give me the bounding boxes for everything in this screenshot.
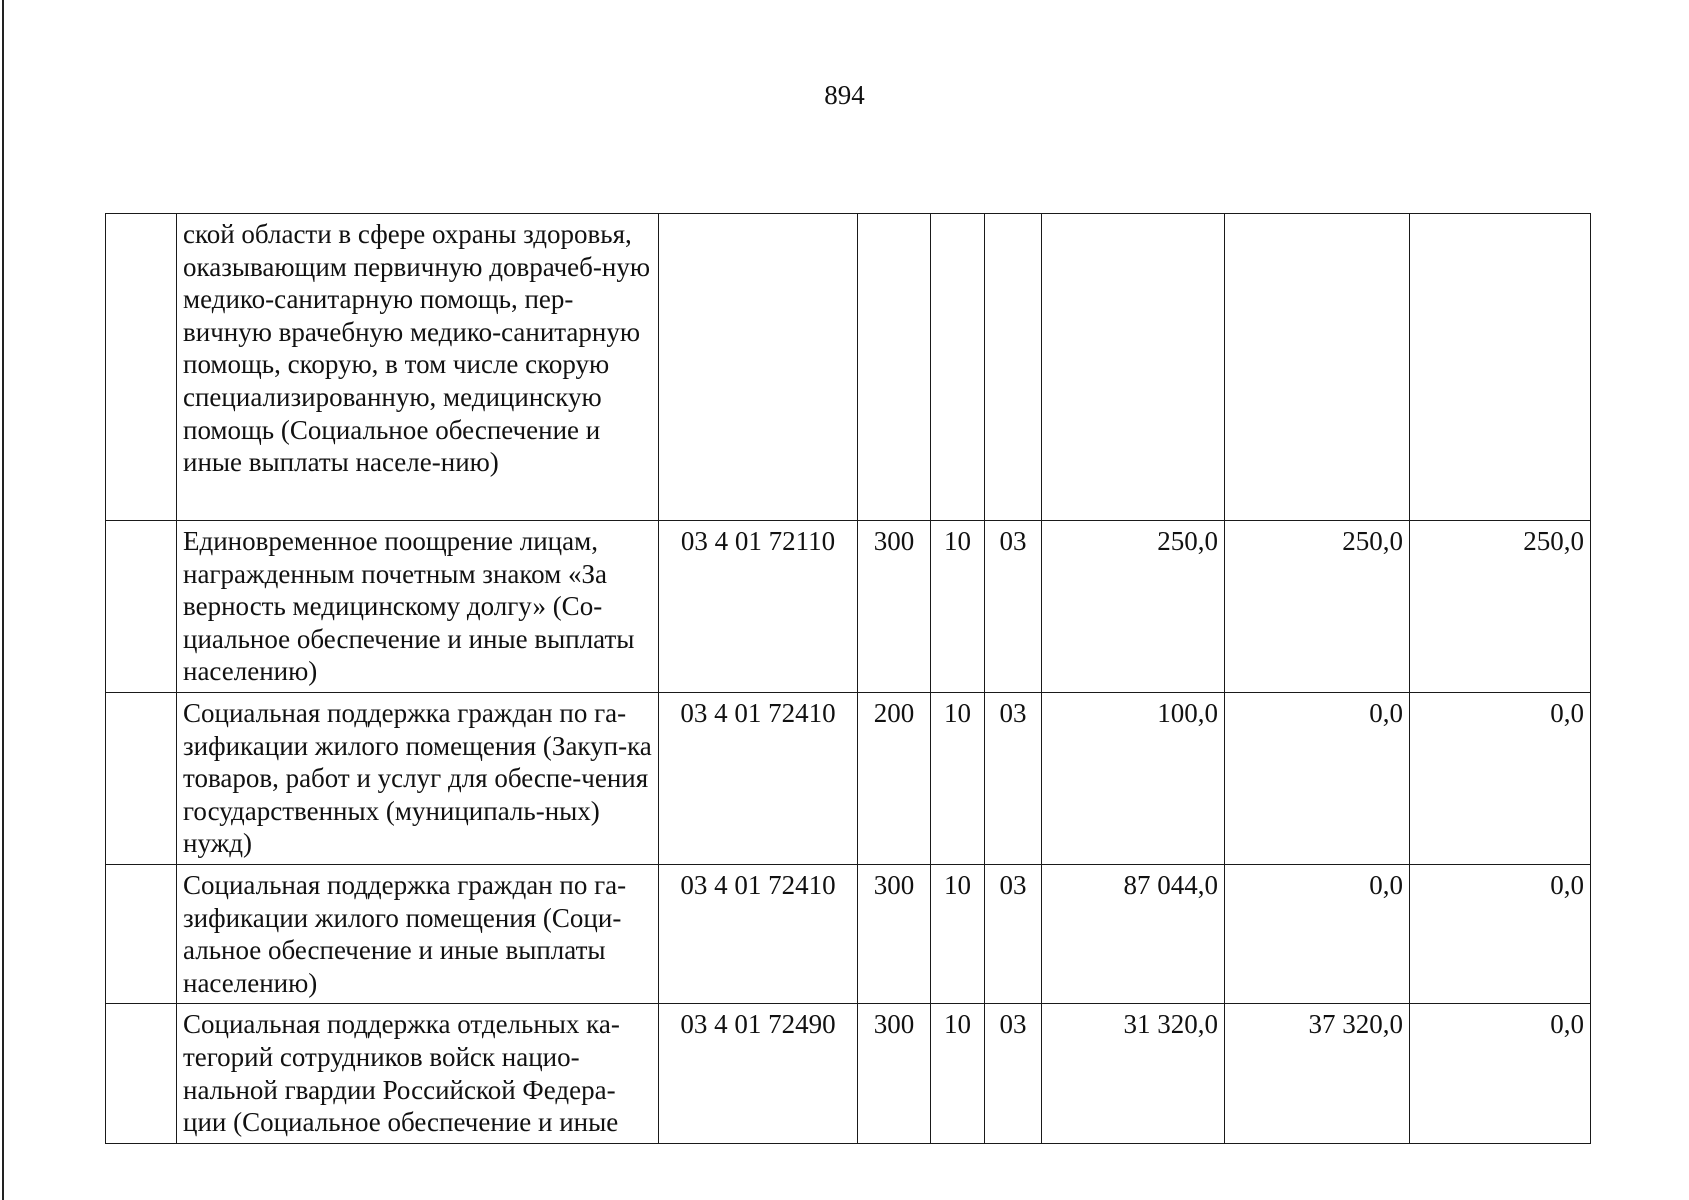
budget-table: [105, 213, 1591, 1144]
row-section-cell: 10: [931, 1004, 985, 1143]
row-name-cell: Единовременное поощрение лицам, награжденным почетным знаком «За верность медицинскому долгу» (Со-циальное обеспечение и иные выплаты населению): [177, 521, 659, 693]
page-number: 894: [824, 80, 865, 110]
row-number-cell: [106, 1004, 177, 1143]
row-amount-year1-cell: 250,0: [1042, 521, 1225, 693]
row-name-cell: Социальная поддержка граждан по га-зификации жилого помещения (Соци-альное обеспечение и иные выплаты населению): [177, 864, 659, 1003]
row-amount-year2-cell: 250,0: [1225, 521, 1410, 693]
row-amount-year1-cell: [1042, 214, 1225, 521]
table-row: [106, 1004, 1591, 1143]
row-amount-year3-cell: 0,0: [1410, 864, 1591, 1003]
table-row: [106, 214, 1591, 521]
row-target-code-cell: 03 4 01 72110: [659, 521, 858, 693]
row-expense-type-cell: 300: [858, 864, 931, 1003]
row-amount-year2-cell: 0,0: [1225, 864, 1410, 1003]
row-subsection-cell: 03: [985, 692, 1042, 864]
row-section-cell: 10: [931, 864, 985, 1003]
row-section-cell: 10: [931, 692, 985, 864]
row-amount-year2-cell: 0,0: [1225, 692, 1410, 864]
row-expense-type-cell: 300: [858, 521, 931, 693]
scan-edge-line: [2, 0, 4, 1200]
row-amount-year1-cell: 87 044,0: [1042, 864, 1225, 1003]
row-amount-year2-cell: [1225, 214, 1410, 521]
row-subsection-cell: 03: [985, 521, 1042, 693]
row-expense-type-cell: 200: [858, 692, 931, 864]
table-row: [106, 864, 1591, 1003]
row-target-code-cell: 03 4 01 72410: [659, 864, 858, 1003]
row-subsection-cell: 03: [985, 864, 1042, 1003]
row-number-cell: [106, 214, 177, 521]
row-name-cell: ской области в сфере охраны здоровья, оказывающим первичную доврачеб-ную медико-санитарную помощь, пер-вичную врачебную медико-санитарную помощь, скорую, в том числе скорую специализированную, медицинскую помощь (Социальное обеспечение и иные выплаты населе-нию): [177, 214, 659, 521]
row-number-cell: [106, 521, 177, 693]
row-amount-year3-cell: 0,0: [1410, 692, 1591, 864]
row-amount-year3-cell: 250,0: [1410, 521, 1591, 693]
row-expense-type-cell: 300: [858, 1004, 931, 1143]
row-number-cell: [106, 864, 177, 1003]
row-name-cell: Социальная поддержка граждан по га-зификации жилого помещения (Закуп-ка товаров, работ и услуг для обеспе-чения государственных (муниципаль-ных) нужд): [177, 692, 659, 864]
table-row: [106, 521, 1591, 693]
row-target-code-cell: 03 4 01 72410: [659, 692, 858, 864]
row-amount-year2-cell: 37 320,0: [1225, 1004, 1410, 1143]
row-target-code-cell: [659, 214, 858, 521]
row-section-cell: [931, 214, 985, 521]
row-section-cell: 10: [931, 521, 985, 693]
row-name-cell: Социальная поддержка отдельных ка-тегорий сотрудников войск нацио-нальной гвардии Российской Федера-ции (Социальное обеспечение и иные: [177, 1004, 659, 1143]
row-subsection-cell: [985, 214, 1042, 521]
row-amount-year3-cell: [1410, 214, 1591, 521]
row-amount-year1-cell: 100,0: [1042, 692, 1225, 864]
row-amount-year3-cell: 0,0: [1410, 1004, 1591, 1143]
row-amount-year1-cell: 31 320,0: [1042, 1004, 1225, 1143]
row-target-code-cell: 03 4 01 72490: [659, 1004, 858, 1143]
row-subsection-cell: 03: [985, 1004, 1042, 1143]
row-number-cell: [106, 692, 177, 864]
row-expense-type-cell: [858, 214, 931, 521]
table-row: [106, 692, 1591, 864]
